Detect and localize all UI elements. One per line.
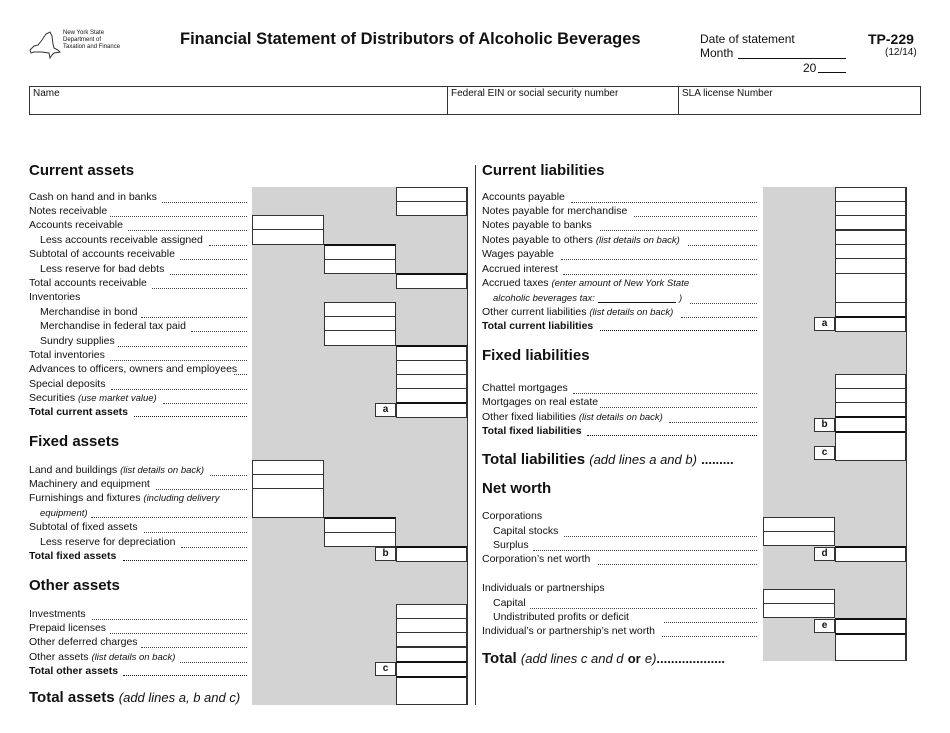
indiv-net-leader xyxy=(662,636,757,637)
total-inventories-label: Total inventories xyxy=(29,349,105,361)
grand-total-label: Total (add lines c and d or e)................... xyxy=(482,650,726,667)
undistributed-leader xyxy=(664,622,757,623)
interest-leader xyxy=(563,274,757,275)
wages-amount[interactable] xyxy=(835,244,906,259)
name-field[interactable] xyxy=(30,87,448,114)
total-fixed-liabilities-label: Total fixed liabilities xyxy=(482,425,582,437)
total-assets-label xyxy=(29,689,240,706)
other-assets-heading: Other assets xyxy=(29,577,120,594)
name-field-label: Name xyxy=(33,88,60,99)
accounts-receivable-leader xyxy=(128,230,247,231)
furnishings-note: (including delivery xyxy=(143,493,220,504)
ein-field[interactable] xyxy=(448,87,679,114)
special-deposits-amount[interactable] xyxy=(396,374,467,389)
subtotal-fixed-label: Subtotal of fixed assets xyxy=(29,521,138,533)
total-current-assets-leader xyxy=(134,416,247,417)
wages-label: Wages payable xyxy=(482,248,554,260)
other-assets-label xyxy=(29,651,175,664)
indiv-net-amount[interactable] xyxy=(835,618,906,634)
undistributed-label: Undistributed profits or deficit xyxy=(493,611,629,623)
total-current-liabilities-amount[interactable] xyxy=(835,316,906,332)
machinery-leader xyxy=(156,489,247,490)
capital-leader xyxy=(530,608,757,609)
sla-license-field-label: SLA license Number xyxy=(682,88,773,99)
total-ar-label: Total accounts receivable xyxy=(29,277,147,289)
date-of-statement-label: Date of statement xyxy=(700,32,795,46)
special-deposits-label: Special deposits xyxy=(29,378,106,390)
merch-fed-label: Merchandise in federal tax paid xyxy=(40,320,186,332)
other-fixed-text: Other fixed liabilities xyxy=(482,411,576,423)
securities-leader xyxy=(163,403,247,404)
mortgages-amount[interactable] xyxy=(835,388,906,403)
furnishings-amount[interactable] xyxy=(252,488,324,518)
other-current-note: (list details on back) xyxy=(589,307,674,318)
corp-net-label: Corporation’s net worth xyxy=(482,553,591,565)
corporations-label: Corporations xyxy=(482,510,543,522)
furnishings-note2-text: equipment) xyxy=(40,508,88,519)
chattel-amount[interactable] xyxy=(835,374,906,389)
securities-text: Securities xyxy=(29,392,76,404)
land-leader xyxy=(210,475,247,476)
total-other-assets-amount[interactable] xyxy=(396,661,467,677)
taxes-note-close-text: ) xyxy=(679,293,683,304)
total-current-assets-amount[interactable] xyxy=(396,402,467,418)
total-fixed-assets-leader xyxy=(123,560,247,561)
wages-leader xyxy=(561,259,757,260)
surplus-label: Surplus xyxy=(493,539,529,551)
other-fixed-amount[interactable] xyxy=(835,402,906,417)
less-ar-assigned-leader xyxy=(209,245,247,246)
net-worth-heading: Net worth xyxy=(482,480,552,497)
other-assets-leader xyxy=(180,662,247,663)
month-input[interactable] xyxy=(738,58,846,59)
notes-receivable-leader xyxy=(110,216,247,217)
notes-others-label xyxy=(482,234,680,247)
cash-leader xyxy=(162,202,247,203)
advances-label: Advances to officers, owners and employees xyxy=(29,363,238,375)
taxes-note2-text: alcoholic beverages tax: xyxy=(493,293,595,304)
other-fixed-label xyxy=(482,411,663,424)
chattel-leader xyxy=(573,393,757,394)
agency-line-2: Department of xyxy=(63,37,102,43)
notes-others-text: Notes payable to others xyxy=(482,234,593,246)
investments-label: Investments xyxy=(29,608,86,620)
accounts-payable-amount[interactable] xyxy=(835,187,906,202)
land-label xyxy=(29,464,204,477)
chattel-label: Chattel mortgages xyxy=(482,382,568,394)
liab-line-c-letter: c xyxy=(814,446,835,460)
less-ar-assigned-label: Less accounts receivable assigned xyxy=(40,234,203,246)
individuals-label: Individuals or partnerships xyxy=(482,582,605,594)
prepaid-leader xyxy=(110,633,247,634)
total-assets-text: Total assets xyxy=(29,689,115,706)
advances-amount[interactable] xyxy=(396,360,467,375)
land-note: (list details on back) xyxy=(120,465,205,476)
interest-label: Accrued interest xyxy=(482,263,558,275)
prepaid-label: Prepaid licenses xyxy=(29,622,107,634)
form-title: Financial Statement of Distributors of Alcoholic Beverages xyxy=(180,30,641,48)
line-c-letter: c xyxy=(375,662,396,676)
total-liabilities-text: Total liabilities xyxy=(482,451,586,468)
fixed-liabilities-heading: Fixed liabilities xyxy=(482,347,590,364)
furnishings-text: Furnishings and fixtures xyxy=(29,492,141,504)
total-current-liabilities-leader xyxy=(600,330,757,331)
surplus-amount[interactable] xyxy=(763,531,835,546)
total-assets-note: (add lines a, b and c) xyxy=(118,690,241,705)
fixed-assets-heading: Fixed assets xyxy=(29,433,120,450)
notes-banks-leader xyxy=(600,230,757,231)
other-current-text: Other current liabilities xyxy=(482,306,587,318)
notes-merch-amount[interactable] xyxy=(835,201,906,216)
capital-label: Capital xyxy=(493,597,526,609)
surplus-leader xyxy=(533,550,757,551)
special-deposits-leader xyxy=(111,389,247,390)
land-amount[interactable] xyxy=(252,460,324,475)
total-ar-leader xyxy=(152,288,247,289)
line-d-letter: d xyxy=(814,547,835,561)
notes-receivable-label: Notes receivable xyxy=(29,205,108,217)
less-reserve-amount[interactable] xyxy=(324,259,396,274)
total-assets-amount[interactable] xyxy=(396,676,467,705)
taxes-amount[interactable] xyxy=(835,273,906,303)
accounts-receivable-label: Accounts receivable xyxy=(29,219,123,231)
indiv-net-label: Individual’s or partnership’s net worth xyxy=(482,625,655,637)
total-inventories-leader xyxy=(110,360,247,361)
liab-line-b-letter: b xyxy=(814,418,835,432)
line-a-letter: a xyxy=(375,403,396,417)
cash-amount[interactable] xyxy=(396,187,467,202)
total-other-assets-label: Total other assets xyxy=(29,665,119,677)
investments-amount[interactable] xyxy=(396,604,467,619)
total-fixed-liabilities-amount[interactable] xyxy=(835,416,906,432)
taxes-note-close xyxy=(679,292,682,305)
total-inventories-amount[interactable] xyxy=(396,345,467,361)
taxes-text: Accrued taxes xyxy=(482,277,549,289)
total-fixed-assets-label: Total fixed assets xyxy=(29,550,117,562)
notes-merch-label: Notes payable for merchandise xyxy=(482,205,628,217)
undistributed-amount[interactable] xyxy=(763,603,835,618)
less-reserve-leader xyxy=(170,274,247,275)
capital-amount[interactable] xyxy=(763,589,835,604)
taxes-note: (enter amount of New York State xyxy=(551,278,690,289)
year-prefix: 20 xyxy=(803,61,817,75)
deferred-amount[interactable] xyxy=(396,632,467,647)
total-current-liabilities-label: Total current liabilities xyxy=(482,320,594,332)
sundry-label: Sundry supplies xyxy=(40,335,115,347)
sundry-leader xyxy=(118,346,247,347)
prepaid-amount[interactable] xyxy=(396,618,467,633)
current-liabilities-heading: Current liabilities xyxy=(482,162,605,179)
current-assets-heading: Current assets xyxy=(29,162,135,179)
advances-leader xyxy=(234,374,247,375)
corp-net-amount[interactable] xyxy=(835,546,906,562)
furnishings-note-2 xyxy=(40,507,88,520)
capital-stocks-amount[interactable] xyxy=(763,517,835,532)
furnishings-leader xyxy=(91,517,247,518)
subtotal-ar-leader xyxy=(180,259,247,260)
securities-note: (use market value) xyxy=(78,393,157,404)
line-b-letter: b xyxy=(375,547,396,561)
capital-stocks-label: Capital stocks xyxy=(493,525,559,537)
other-fixed-leader xyxy=(669,422,757,423)
securities-amount[interactable] xyxy=(396,388,467,403)
sundry-amount[interactable] xyxy=(324,330,396,346)
total-fixed-liabilities-leader xyxy=(587,435,757,436)
agency-line-1: New York State xyxy=(63,30,105,36)
merch-bond-amount[interactable] xyxy=(324,302,396,317)
grand-total-text: Total xyxy=(482,650,517,667)
grand-total-or: or xyxy=(627,651,641,666)
year-input[interactable] xyxy=(818,72,846,73)
less-depreciation-amount[interactable] xyxy=(324,532,396,547)
ein-field-label: Federal EIN or social security number xyxy=(451,88,619,99)
total-liabilities-note: (add lines a and b) xyxy=(589,452,697,467)
other-assets-note: (list details on back) xyxy=(91,652,176,663)
interest-amount[interactable] xyxy=(835,258,906,274)
capital-stocks-leader xyxy=(564,536,757,537)
furnishings-label xyxy=(29,492,219,505)
other-assets-amount[interactable] xyxy=(396,647,467,662)
merch-fed-amount[interactable] xyxy=(324,316,396,331)
total-liabilities-label: Total liabilities (add lines a and b) ......... xyxy=(482,451,734,468)
assets-right-rule xyxy=(467,187,468,705)
grand-total-amount[interactable] xyxy=(835,633,906,661)
notes-merch-leader xyxy=(634,216,757,217)
new-york-state-outline-icon xyxy=(28,28,62,60)
notes-others-leader xyxy=(688,245,757,246)
total-fixed-assets-amount[interactable] xyxy=(396,546,467,562)
taxes-label xyxy=(482,277,689,290)
accounts-receivable-amount[interactable] xyxy=(252,215,324,230)
subtotal-ar-amount[interactable] xyxy=(324,244,396,260)
land-text: Land and buildings xyxy=(29,464,118,476)
column-divider xyxy=(475,165,476,705)
other-assets-text: Other assets xyxy=(29,651,89,663)
sla-license-field[interactable] xyxy=(679,87,920,114)
investments-leader xyxy=(92,619,247,620)
mortgages-leader xyxy=(600,407,757,408)
deferred-leader xyxy=(141,647,247,648)
line-e-letter: e xyxy=(814,619,835,633)
corp-net-leader xyxy=(598,564,757,565)
subtotal-fixed-leader xyxy=(144,532,247,533)
accounts-payable-label: Accounts payable xyxy=(482,191,565,203)
id-fields-row xyxy=(29,86,921,115)
machinery-label: Machinery and equipment xyxy=(29,478,150,490)
notes-others-amount[interactable] xyxy=(835,230,906,245)
notes-receivable-amount[interactable] xyxy=(396,201,467,216)
accounts-payable-leader xyxy=(571,202,757,203)
less-depreciation-label: Less reserve for depreciation xyxy=(40,536,176,548)
cash-label: Cash on hand and in banks xyxy=(29,191,157,203)
less-depreciation-leader xyxy=(181,547,247,548)
deferred-label: Other deferred charges xyxy=(29,636,138,648)
taxes-note-2 xyxy=(493,292,595,305)
month-label: Month xyxy=(700,46,734,60)
total-current-assets-label: Total current assets xyxy=(29,406,129,418)
other-current-label xyxy=(482,306,673,319)
notes-banks-amount[interactable] xyxy=(835,215,906,230)
less-ar-assigned-amount[interactable] xyxy=(252,229,324,245)
merch-bond-leader xyxy=(141,317,247,318)
subtotal-fixed-amount[interactable] xyxy=(324,517,396,533)
total-liabilities-amount[interactable] xyxy=(835,431,906,461)
merch-bond-label: Merchandise in bond xyxy=(40,306,138,318)
taxes-leader xyxy=(690,303,757,304)
nys-logo xyxy=(28,28,128,62)
merch-fed-leader xyxy=(191,331,247,332)
agency-line-3: Taxation and Finance xyxy=(63,44,121,50)
form-revision: (12/14) xyxy=(885,47,917,58)
grand-total-note-b: e) xyxy=(644,651,657,666)
inventories-label: Inventories xyxy=(29,291,81,303)
mortgages-label: Mortgages on real estate xyxy=(482,396,599,408)
total-ar-amount[interactable] xyxy=(396,273,467,289)
form-number: TP-229 xyxy=(868,31,914,47)
machinery-amount[interactable] xyxy=(252,474,324,489)
liab-line-a-letter: a xyxy=(814,317,835,331)
other-fixed-note: (list details on back) xyxy=(578,412,663,423)
notes-others-note: (list details on back) xyxy=(595,235,680,246)
other-current-leader xyxy=(681,317,757,318)
grand-total-note-a: (add lines c and d xyxy=(520,651,624,666)
subtotal-ar-label: Subtotal of accounts receivable xyxy=(29,248,175,260)
liabilities-right-rule xyxy=(906,187,907,661)
securities-label xyxy=(29,392,157,405)
less-reserve-label: Less reserve for bad debts xyxy=(40,263,165,275)
other-current-amount[interactable] xyxy=(835,302,906,317)
ny-beverage-tax-input[interactable] xyxy=(598,302,676,303)
notes-banks-label: Notes payable to banks xyxy=(482,219,592,231)
total-other-assets-leader xyxy=(123,675,247,676)
